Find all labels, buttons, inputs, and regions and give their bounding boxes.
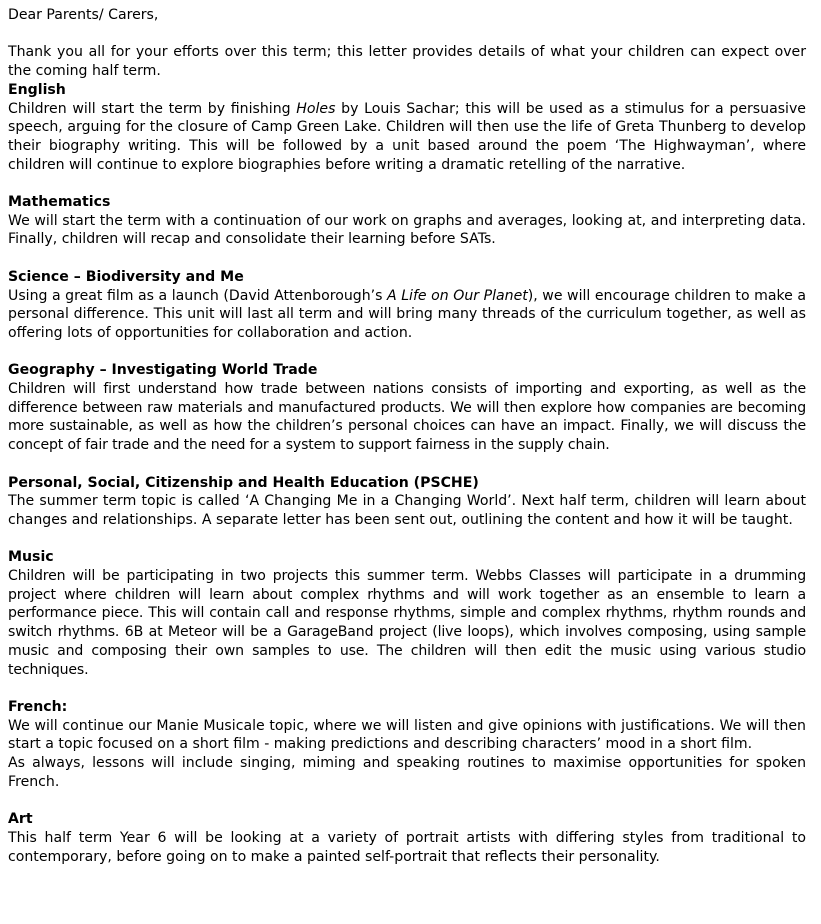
section-body-english [8, 100, 806, 175]
science-body-part-1: Using a great film as a launch (David Attenborough’s [8, 287, 388, 304]
section-body-geography: Children will first understand how trade between nations consists of importing and exporting, as well as the difference between raw materials and manufactured products. We will then explore how companies are becoming more sustainable, as well as how the children’s personal choices can have an impact. Finally, we will discuss the concept of fair trade and the need for a system to support fairness in the supply chain. [8, 381, 806, 454]
section-mathematics [8, 193, 806, 249]
section-french [8, 698, 806, 792]
section-body-psche: The summer term topic is called ‘A Changing Me in a Changing World’. Next half term, children will learn about changes and relationships. A separate letter has been sent out, outlining the content and how it will be taught. [8, 493, 806, 528]
section-heading-english: English [8, 81, 66, 98]
section-geography [8, 361, 806, 455]
section-heading-psche: Personal, Social, Citizenship and Health Education (PSCHE) [8, 474, 479, 491]
greeting: Dear Parents/ Carers, [8, 7, 159, 23]
english-body-part-1: Children will start the term by finishing [8, 100, 297, 117]
section-body-art: This half term Year 6 will be looking at a variety of portrait artists with differing styles from traditional to contemporary, before going on to make a painted self-portrait that reflects their personality. [8, 829, 806, 865]
section-heading-mathematics: Mathematics [8, 194, 111, 210]
section-body-french-1: We will continue our Manie Musicale topic, where we will listen and give opinions with justifications. We will then start a topic focused on a short film - making predictions and describing characters’ mood in a short film. [8, 717, 806, 753]
section-science [8, 268, 806, 343]
section-english [8, 81, 806, 175]
section-art [8, 810, 806, 866]
section-psche [8, 474, 806, 530]
section-heading-french: French: [8, 698, 68, 715]
section-heading-music: Music [8, 549, 54, 566]
science-body-part-2: ), we will encourage children to make a personal difference. This unit will last all term and will bring many threads of the curriculum together, as well as offering lots of opportunities for collaboration and action. [8, 287, 806, 341]
section-body-mathematics: We will start the term with a continuation of our work on graphs and averages, looking at, and interpreting data. Finally, children will recap and consolidate their learning before SATs. [8, 212, 806, 248]
intro-paragraph: Thank you all for your efforts over this term; this letter provides details of what your children can expect over the coming half term. [8, 44, 806, 80]
section-body-music: Children will be participating in two projects this summer term. Webbs Classes will participate in a drumming project where children will learn about complex rhythms and will work together as an ensemble to learn a performance piece. This will contain call and response rhythms, simple and complex rhythms, rhythm rounds and switch rhythms. 6B at Meteor will be a GarageBand project (live loops), which involves composing, using sample music and composing their own samples to use. The children will then edit the music using various studio techniques. [8, 568, 806, 678]
section-body-science [8, 287, 806, 343]
english-book-title: Holes [296, 100, 336, 117]
english-body-part-2: by Louis Sachar; this will be used as a stimulus for a persuasive speech, arguing for the closure of Camp Green Lake. Children will then use the life of Greta Thunberg to develop their biography writing. This will be followed by a unit based around the poem ‘The Highwayman’, where children will continue to explore biographies before writing a dramatic retelling of the narrative. [8, 100, 806, 173]
letter-document [8, 6, 806, 866]
section-heading-art: Art [8, 811, 33, 828]
section-heading-geography: Geography – Investigating World Trade [8, 362, 318, 379]
science-film-title: A Life on Our Planet [387, 287, 528, 304]
section-heading-science: Science – Biodiversity and Me [8, 268, 244, 285]
section-music [8, 548, 806, 679]
section-body-french-2: As always, lessons will include singing, miming and speaking routines to maximise opportunities for spoken French. [8, 755, 806, 790]
